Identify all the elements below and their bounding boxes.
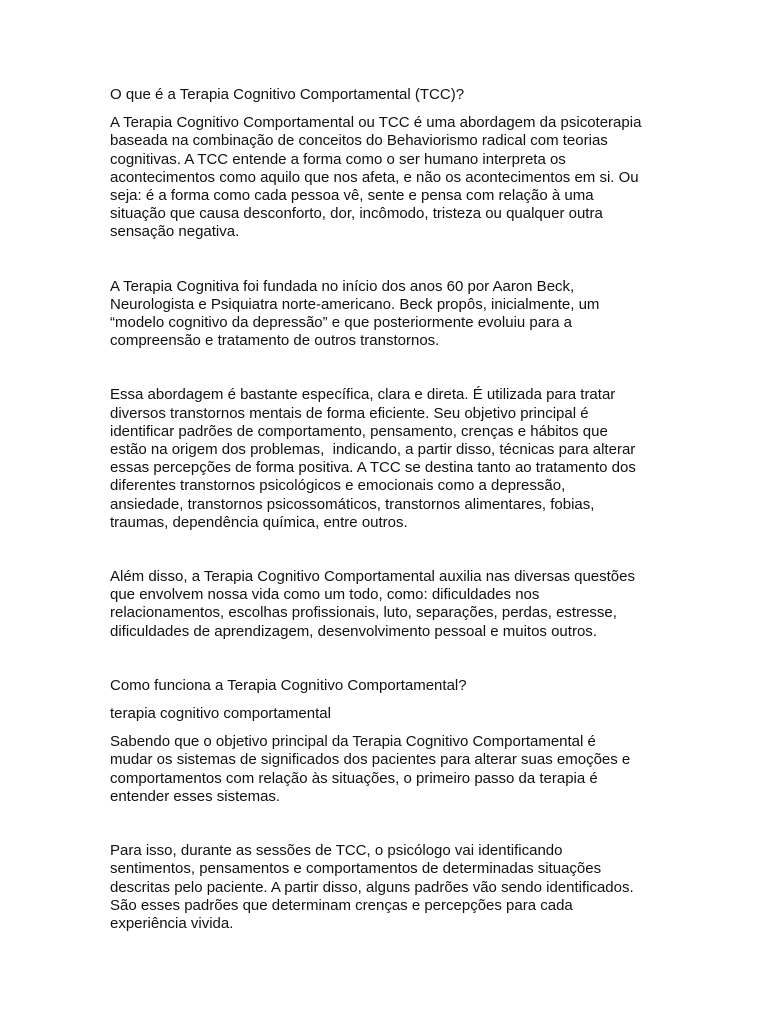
text-line: A Terapia Cognitiva foi fundada no início dos anos 60 por Aaron Beck, [110, 277, 575, 295]
text-line: São esses padrões que determinam crenças e percepções para cada [110, 896, 573, 914]
text-line: Neurologista e Psiquiatra norte-americano. Beck propôs, inicialmente, um [110, 295, 600, 313]
heading-how-it-works: Como funciona a Terapia Cognitivo Comportamental? [110, 676, 467, 694]
text-line: diversos transtornos mentais de forma eficiente. Seu objetivo principal é [110, 404, 589, 422]
paragraph-definition [110, 114, 665, 241]
text-line: sensação negativa. [110, 223, 240, 241]
text-line: essas percepções de forma positiva. A TCC se destina tanto ao tratamento dos [110, 459, 636, 477]
subheading-keyword: terapia cognitivo comportamental [110, 705, 331, 723]
text-line: acontecimentos como aquilo que nos afeta, e não os acontecimentos em si. Ou [110, 168, 639, 186]
text-line: compreensão e tratamento de outros transtornos. [110, 332, 440, 350]
text-line: identificar padrões de comportamento, pensamento, crenças e hábitos que [110, 422, 608, 440]
text-line: Essa abordagem é bastante específica, clara e direta. É utilizada para tratar [110, 386, 616, 404]
text-line: ansiedade, transtornos psicossomáticos, transtornos alimentares, fobias, [110, 495, 595, 513]
text-line: situação que causa desconforto, dor, incômodo, tristeza ou qualquer outra [110, 205, 603, 223]
text-line: estão na origem dos problemas, indicando, a partir disso, técnicas para alterar [110, 441, 636, 459]
paragraph-objective [110, 733, 665, 806]
text-line: descritas pelo paciente. A partir disso, alguns padrões vão sendo identificados. [110, 878, 634, 896]
text-line: sentimentos, pensamentos e comportamentos de determinadas situações [110, 860, 602, 878]
text-line: experiência vivida. [110, 914, 234, 932]
text-line: que envolvem nossa vida como um todo, como: dificuldades nos [110, 586, 540, 604]
text-line: Para isso, durante as sessões de TCC, o psicólogo vai identificando [110, 842, 563, 860]
text-line: entender esses sistemas. [110, 787, 281, 805]
text-line: A Terapia Cognitivo Comportamental ou TCC é uma abordagem da psicoterapia [110, 114, 642, 132]
text-line: traumas, dependência química, entre outros. [110, 513, 408, 531]
text-line: baseada na combinação de conceitos do Behaviorismo radical com teorias [110, 132, 608, 150]
paragraph-benefits [110, 568, 665, 641]
text-line: dificuldades de aprendizagem, desenvolvimento pessoal e muitos outros. [110, 622, 597, 640]
paragraph-history [110, 278, 665, 351]
document-body [110, 86, 665, 933]
heading-what-is-tcc: O que é a Terapia Cognitivo Comportamental (TCC)? [110, 86, 465, 103]
paragraph-sessions [110, 842, 665, 933]
text-line: comportamentos com relação às situações, o primeiro passo da terapia é [110, 769, 598, 787]
text-line: Além disso, a Terapia Cognitivo Comportamental auxilia nas diversas questões [110, 568, 635, 586]
text-line: relacionamentos, escolhas profissionais, luto, separações, perdas, estresse, [110, 604, 617, 622]
text-line: mudar os sistemas de significados dos pacientes para alterar suas emoções e [110, 751, 631, 769]
text-line: diferentes transtornos psicológicos e emocionais como a depressão, [110, 477, 566, 495]
text-line: “modelo cognitivo da depressão” e que posteriormente evoluiu para a [110, 314, 572, 332]
paragraph-approach [110, 386, 665, 532]
text-line: Sabendo que o objetivo principal da Terapia Cognitivo Comportamental é [110, 733, 596, 751]
text-line: cognitivas. A TCC entende a forma como o ser humano interpreta os [110, 150, 566, 168]
text-line: seja: é a forma como cada pessoa vê, sente e pensa com relação à uma [110, 187, 594, 205]
